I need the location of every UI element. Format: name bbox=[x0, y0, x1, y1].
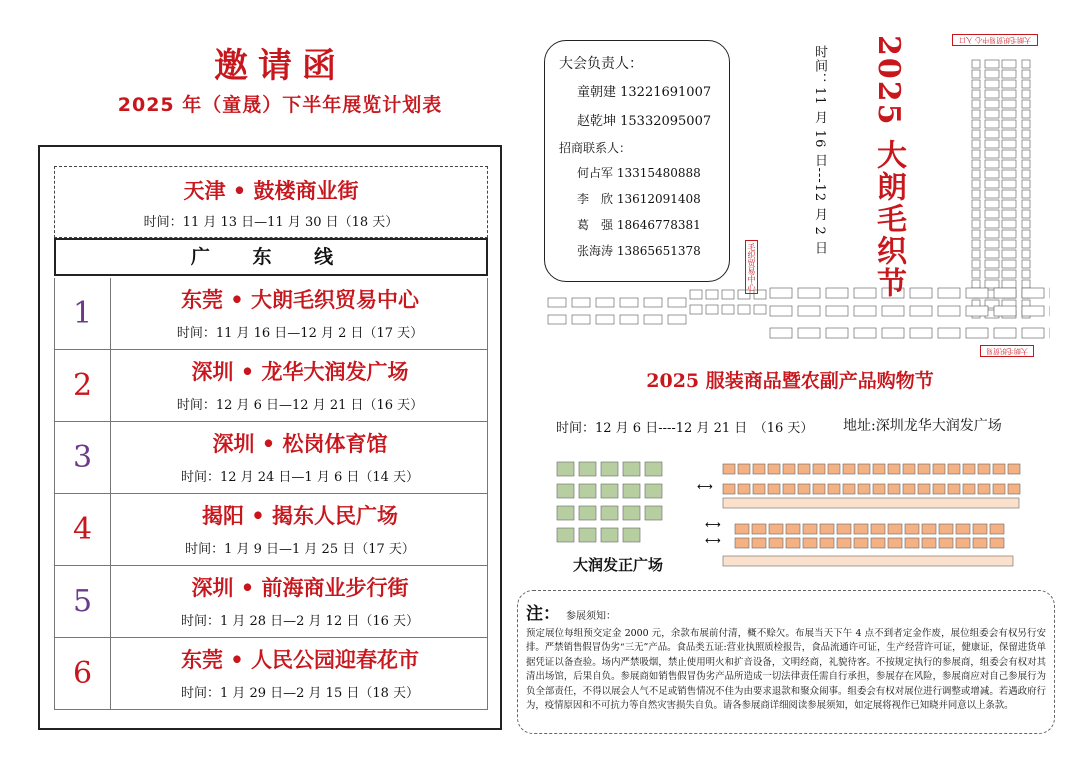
booth bbox=[1022, 250, 1030, 258]
booth bbox=[858, 464, 870, 474]
booth bbox=[1002, 80, 1016, 88]
booth bbox=[985, 220, 999, 228]
booth bbox=[1002, 70, 1016, 78]
booth bbox=[978, 464, 990, 474]
booth bbox=[596, 298, 614, 307]
booth bbox=[854, 306, 876, 316]
booth bbox=[843, 484, 855, 494]
booth bbox=[985, 260, 999, 268]
bottom-sign: 大朗毛织贸易 bbox=[980, 345, 1034, 357]
booth bbox=[557, 462, 574, 476]
booth bbox=[938, 306, 960, 316]
booth bbox=[723, 556, 1013, 566]
booth bbox=[963, 484, 975, 494]
investment-contact: 李 欣 13612091408 bbox=[577, 192, 701, 206]
booth bbox=[1022, 230, 1030, 238]
booth bbox=[972, 150, 980, 158]
booth bbox=[882, 328, 904, 338]
managers-heading: 大会负责人： bbox=[559, 56, 643, 72]
booth bbox=[1002, 140, 1016, 148]
notice-box bbox=[517, 590, 1055, 734]
entrance-sign: 大朗毛织贸易中心 入口 bbox=[952, 34, 1038, 46]
booth bbox=[770, 306, 792, 316]
booth bbox=[873, 484, 885, 494]
row-time: 时间：11 月 16 日—12 月 2 日（17 天） bbox=[176, 326, 424, 341]
booth bbox=[601, 528, 618, 542]
booth bbox=[985, 120, 999, 128]
booth bbox=[994, 306, 1016, 316]
booth bbox=[1002, 160, 1016, 168]
booth bbox=[1008, 484, 1020, 494]
booth bbox=[1002, 230, 1016, 238]
booth bbox=[1002, 150, 1016, 158]
booth bbox=[826, 328, 848, 338]
booth bbox=[956, 538, 970, 548]
booth bbox=[596, 315, 614, 324]
booth bbox=[985, 70, 999, 78]
booth bbox=[752, 524, 766, 534]
booth bbox=[645, 484, 662, 498]
booth bbox=[1022, 140, 1030, 148]
booth bbox=[985, 270, 999, 278]
booth bbox=[735, 524, 749, 534]
booth bbox=[903, 464, 915, 474]
booth bbox=[963, 464, 975, 474]
booth bbox=[723, 498, 1019, 508]
booth bbox=[985, 150, 999, 158]
booth bbox=[966, 288, 988, 298]
booth bbox=[910, 288, 932, 298]
booth bbox=[990, 538, 1004, 548]
booth bbox=[706, 290, 718, 299]
booth bbox=[723, 484, 735, 494]
booth bbox=[933, 464, 945, 474]
booth bbox=[1022, 180, 1030, 188]
booth bbox=[644, 315, 662, 324]
booth bbox=[882, 306, 904, 316]
festival1-time: 时间：11 月 16 日---12 月 2 日 bbox=[812, 45, 827, 255]
booth bbox=[972, 200, 980, 208]
row-location: 深圳 • 前海商业步行街 bbox=[191, 575, 409, 600]
row-location: 揭阳 • 揭东人民广场 bbox=[201, 503, 399, 528]
booth bbox=[905, 524, 919, 534]
booth bbox=[993, 464, 1005, 474]
booth bbox=[972, 60, 980, 68]
booth bbox=[1002, 190, 1016, 198]
dalang-floor-plan bbox=[540, 40, 1050, 360]
booth bbox=[985, 110, 999, 118]
booth bbox=[579, 484, 596, 498]
booth bbox=[858, 484, 870, 494]
festival2-time: 时间：12 月 6 日----12 月 21 日 （16 天） bbox=[556, 421, 814, 436]
booth bbox=[722, 290, 734, 299]
row-location: 深圳 • 松岗体育馆 bbox=[212, 431, 388, 456]
booth bbox=[706, 305, 718, 314]
booth bbox=[948, 464, 960, 474]
booth bbox=[985, 140, 999, 148]
booth bbox=[1022, 190, 1030, 198]
booth bbox=[601, 484, 618, 498]
booth bbox=[579, 462, 596, 476]
booth bbox=[1002, 120, 1016, 128]
booth bbox=[854, 328, 876, 338]
festival2-title: 2025 服装商品暨农副产品购物节 bbox=[646, 370, 934, 392]
booth bbox=[1008, 464, 1020, 474]
booth bbox=[985, 100, 999, 108]
booth bbox=[905, 538, 919, 548]
booth bbox=[738, 484, 750, 494]
booth bbox=[939, 538, 953, 548]
booth bbox=[768, 484, 780, 494]
booth bbox=[1002, 60, 1016, 68]
booth bbox=[966, 328, 988, 338]
booth bbox=[557, 484, 574, 498]
booth bbox=[966, 306, 988, 316]
festival1-side-sign: 毛织贸易中心 bbox=[745, 240, 758, 294]
booth bbox=[922, 524, 936, 534]
booth bbox=[754, 305, 766, 314]
booth bbox=[972, 260, 980, 268]
booth bbox=[1022, 220, 1030, 228]
booth bbox=[548, 315, 566, 324]
row-time: 时间：1 月 29 日—2 月 15 日（18 天） bbox=[180, 686, 420, 701]
row-number: 6 bbox=[55, 638, 111, 709]
booth bbox=[1002, 280, 1016, 288]
booth bbox=[1022, 120, 1030, 128]
booth bbox=[1002, 210, 1016, 218]
booth bbox=[690, 305, 702, 314]
booth bbox=[985, 130, 999, 138]
booth bbox=[903, 484, 915, 494]
schedule-row bbox=[54, 638, 488, 710]
row-time: 时间：12 月 6 日—12 月 21 日（16 天） bbox=[176, 398, 424, 413]
booth bbox=[994, 328, 1016, 338]
plaza-label: 大润发正广场 bbox=[573, 556, 664, 574]
row-number: 5 bbox=[55, 566, 111, 637]
row-time: 时间：1 月 28 日—2 月 12 日（16 天） bbox=[180, 614, 420, 629]
booth bbox=[1022, 60, 1030, 68]
schedule-row bbox=[54, 350, 488, 422]
booth bbox=[753, 484, 765, 494]
booth bbox=[1022, 80, 1030, 88]
booth bbox=[623, 528, 640, 542]
booth bbox=[933, 484, 945, 494]
booth bbox=[548, 298, 566, 307]
booth bbox=[738, 305, 750, 314]
booth bbox=[985, 90, 999, 98]
row-number: 1 bbox=[55, 278, 111, 349]
schedule-row bbox=[54, 422, 488, 494]
booth bbox=[978, 484, 990, 494]
festival2-address: 地址:深圳龙华大润发广场 bbox=[843, 418, 1002, 434]
booth bbox=[972, 220, 980, 228]
booth bbox=[871, 538, 885, 548]
schedule-table bbox=[54, 278, 488, 710]
booth bbox=[985, 170, 999, 178]
booth bbox=[1022, 170, 1030, 178]
booth bbox=[1022, 288, 1044, 298]
schedule-row bbox=[54, 278, 488, 350]
booth bbox=[798, 288, 820, 298]
booth bbox=[938, 288, 960, 298]
booth bbox=[918, 484, 930, 494]
booth bbox=[837, 538, 851, 548]
notice-mark: 注： bbox=[526, 604, 560, 624]
booth bbox=[972, 230, 980, 238]
booth bbox=[973, 524, 987, 534]
row-location: 东莞 • 人民公园迎春花市 bbox=[180, 647, 420, 672]
aisle-arrow: ⟷ bbox=[697, 480, 713, 493]
page-title: 邀请函 bbox=[214, 46, 346, 86]
booth bbox=[843, 464, 855, 474]
booth bbox=[1002, 180, 1016, 188]
booth bbox=[972, 110, 980, 118]
aisle-arrow: ⟷ bbox=[705, 534, 721, 547]
booth bbox=[1022, 90, 1030, 98]
row-time: 时间：12 月 24 日—1 月 6 日（14 天） bbox=[180, 470, 420, 485]
booth bbox=[985, 200, 999, 208]
booth bbox=[813, 484, 825, 494]
booth bbox=[871, 524, 885, 534]
booth bbox=[820, 538, 834, 548]
row-location: 东莞 • 大朗毛织贸易中心 bbox=[180, 287, 420, 312]
booth bbox=[601, 506, 618, 520]
booth bbox=[668, 315, 686, 324]
schedule-row bbox=[54, 566, 488, 638]
booth bbox=[620, 298, 638, 307]
booth bbox=[972, 90, 980, 98]
investment-contact: 何占军 13315480888 bbox=[577, 166, 701, 180]
booth bbox=[1002, 100, 1016, 108]
booth bbox=[985, 240, 999, 248]
booth bbox=[572, 315, 590, 324]
schedule-row bbox=[54, 494, 488, 566]
booth bbox=[837, 524, 851, 534]
booth bbox=[770, 288, 792, 298]
booth bbox=[888, 524, 902, 534]
investment-contact: 张海涛 13865651378 bbox=[577, 244, 701, 258]
row-number: 3 bbox=[55, 422, 111, 493]
booth bbox=[803, 538, 817, 548]
booth bbox=[1002, 270, 1016, 278]
booth bbox=[1022, 150, 1030, 158]
booth bbox=[1022, 328, 1044, 338]
booth bbox=[948, 484, 960, 494]
booth bbox=[828, 464, 840, 474]
booth bbox=[854, 538, 868, 548]
booth bbox=[956, 524, 970, 534]
booth bbox=[888, 484, 900, 494]
booth bbox=[938, 328, 960, 338]
booth bbox=[973, 538, 987, 548]
booth bbox=[1022, 200, 1030, 208]
festival1-title: 2025 大朗毛织节 bbox=[871, 35, 906, 299]
booth bbox=[1022, 306, 1044, 316]
booth bbox=[1002, 240, 1016, 248]
booth bbox=[798, 464, 810, 474]
booth bbox=[786, 524, 800, 534]
booth bbox=[735, 538, 749, 548]
manager-contact: 童朝建 13221691007 bbox=[577, 85, 712, 100]
booth bbox=[557, 506, 574, 520]
booth bbox=[803, 524, 817, 534]
booth bbox=[972, 70, 980, 78]
booth bbox=[828, 484, 840, 494]
booth bbox=[972, 80, 980, 88]
booth bbox=[601, 462, 618, 476]
booth bbox=[769, 524, 783, 534]
booth bbox=[645, 506, 662, 520]
booth bbox=[783, 484, 795, 494]
booth bbox=[993, 484, 1005, 494]
row-number: 2 bbox=[55, 350, 111, 421]
booth bbox=[798, 328, 820, 338]
booth bbox=[690, 290, 702, 299]
booth bbox=[723, 464, 735, 474]
booth bbox=[623, 506, 640, 520]
booth bbox=[752, 538, 766, 548]
booth bbox=[1022, 270, 1030, 278]
booth bbox=[910, 306, 932, 316]
booth bbox=[985, 80, 999, 88]
booth bbox=[972, 250, 980, 258]
booth bbox=[854, 524, 868, 534]
booth bbox=[1022, 160, 1030, 168]
booth bbox=[798, 484, 810, 494]
booth bbox=[888, 538, 902, 548]
booth bbox=[1022, 100, 1030, 108]
tianjin-location: 天津 • 鼓楼商业街 bbox=[183, 178, 359, 203]
booth bbox=[1022, 110, 1030, 118]
booth bbox=[579, 506, 596, 520]
booth bbox=[769, 538, 783, 548]
booth bbox=[985, 280, 999, 288]
booth bbox=[972, 190, 980, 198]
booth bbox=[972, 280, 980, 288]
investment-contact: 葛 强 18646778381 bbox=[577, 218, 701, 232]
booth bbox=[623, 484, 640, 498]
tianjin-time: 时间：11 月 13 日—11 月 30 日（18 天） bbox=[143, 215, 399, 230]
booth bbox=[826, 288, 848, 298]
booth bbox=[910, 328, 932, 338]
booth bbox=[623, 462, 640, 476]
booth bbox=[738, 464, 750, 474]
booth bbox=[1022, 280, 1030, 288]
booth bbox=[786, 538, 800, 548]
booth bbox=[770, 328, 792, 338]
booth bbox=[1022, 260, 1030, 268]
booth bbox=[972, 170, 980, 178]
booth bbox=[1002, 260, 1016, 268]
booth bbox=[972, 270, 980, 278]
row-time: 时间：1 月 9 日—1 月 25 日（17 天） bbox=[185, 542, 415, 557]
booth bbox=[972, 160, 980, 168]
booth bbox=[972, 180, 980, 188]
booth bbox=[972, 240, 980, 248]
notice-heading bbox=[526, 599, 1046, 624]
booth bbox=[888, 464, 900, 474]
booth bbox=[579, 528, 596, 542]
booth bbox=[972, 210, 980, 218]
tianjin-section bbox=[54, 166, 488, 238]
booth bbox=[722, 305, 734, 314]
booth bbox=[668, 298, 686, 307]
booth bbox=[1022, 240, 1030, 248]
booth bbox=[620, 315, 638, 324]
manager-contact: 赵乾坤 15332095007 bbox=[577, 114, 712, 129]
booth bbox=[873, 464, 885, 474]
booth bbox=[1002, 200, 1016, 208]
booth bbox=[1022, 70, 1030, 78]
booth bbox=[939, 524, 953, 534]
booth bbox=[994, 288, 1016, 298]
booth bbox=[557, 528, 574, 542]
booth bbox=[985, 180, 999, 188]
booth bbox=[985, 160, 999, 168]
booth bbox=[985, 230, 999, 238]
booth bbox=[826, 306, 848, 316]
booth bbox=[1002, 220, 1016, 228]
notice-subheading: 参展须知： bbox=[566, 611, 616, 622]
booth bbox=[985, 190, 999, 198]
row-location: 深圳 • 龙华大润发广场 bbox=[191, 359, 409, 384]
aisle-arrow: ⟷ bbox=[705, 518, 721, 531]
booth bbox=[985, 210, 999, 218]
booth bbox=[1002, 170, 1016, 178]
booth bbox=[1022, 210, 1030, 218]
booth bbox=[1002, 250, 1016, 258]
booth bbox=[753, 464, 765, 474]
booth bbox=[1002, 110, 1016, 118]
booth bbox=[972, 120, 980, 128]
booth bbox=[783, 464, 795, 474]
booth bbox=[985, 250, 999, 258]
notice-body: 预定展位每组预交定金 2000 元，余款布展前付清，概不赊欠。布展当天下午 4 点不到者定金作废，展位组委会有权另行安排。严禁销售假冒伪劣“三无”产品。食品类五证:营业执照质检报告，食品流通许可证，生产经营许可证，健康证，保留进货单据凭证以备查验。场内严禁吸烟，禁止使用明火和扩音设备，文明经商，礼貌待客。不按规定执行的参展商，组委会有权对其清出场馆，后果自负。参展商如销售假冒伪劣产品所造成一切法律责任需自行承担，参展存在风险，参展商应对自己参展行为负全部责任，不得以展会人气不足或销售情况不佳为由要求退款和聚众闹事。组委会有权对展位进行调整或增减。若遇政府行为，疫情原因和不可抗力等自然灾害损失自负。请各参展商详细阅读参展须知，如定展将视作已知晓并同意以上条款。 bbox=[526, 628, 1046, 712]
booth bbox=[972, 100, 980, 108]
booth bbox=[820, 524, 834, 534]
booth bbox=[972, 130, 980, 138]
booth bbox=[645, 462, 662, 476]
booth bbox=[972, 140, 980, 148]
guangdong-line-heading: 广 东 线 bbox=[54, 238, 488, 276]
booth bbox=[985, 60, 999, 68]
investment-heading: 招商联系人： bbox=[559, 141, 632, 155]
booth bbox=[644, 298, 662, 307]
booth bbox=[572, 298, 590, 307]
booth bbox=[813, 464, 825, 474]
booth bbox=[990, 524, 1004, 534]
row-number: 4 bbox=[55, 494, 111, 565]
booth bbox=[798, 306, 820, 316]
booth bbox=[918, 464, 930, 474]
booth bbox=[1022, 130, 1030, 138]
booth bbox=[1002, 130, 1016, 138]
booth bbox=[768, 464, 780, 474]
booth bbox=[922, 538, 936, 548]
page-subtitle: 2025 年（童晟）下半年展览计划表 bbox=[117, 94, 443, 116]
booth bbox=[1002, 90, 1016, 98]
